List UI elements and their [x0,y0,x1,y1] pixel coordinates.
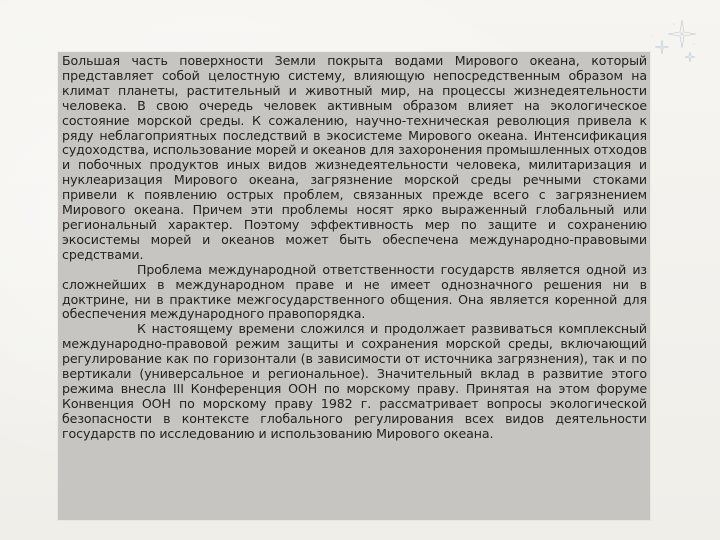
paragraph-2: Проблема международной ответственности государств является одной из сложнейших в международном праве и не имеет однозначного решения ни в доктрине, ни в практике межгосударственного общения. Она является коренной для обеспечения международного правопорядка. [62,261,647,322]
paragraph-3: К настоящему времени сложился и продолжает развиваться комплексный международно-правовой режим защиты и сохранения морской среды, включающий регулирование как по горизонтали (в зависимости от источника загрязнения), так и по вертикали (универсальное и региональное). Значительный вклад в развитие этого режима внесла III Конференция ООН по морскому праву. Принятая на этом форуме Конвенция ООН по морскому праву 1982 г. рассматривает вопросы экологической безопасности в контексте глобального регулирования всех видов деятельности государств по исследованию и использованию Мирового океана. [62,321,647,441]
main-text-box [58,52,650,520]
paragraph-1: Большая часть поверхности Земли покрыта водами Мирового океана, который представляет собой целостную систему, влияющую непосредственным образом на климат планеты, растительный и животный мир, на процессы жизнедеятельности человека. В свою очередь человек активным образом влияет на экологическое состояние морской среды. К сожалению, научно-техническая революция привела к ряду неблагоприятных последствий в экосистеме Мирового океана. Интенсификация судоходства, использование морей и океанов для захоронения промышленных отходов и побочных продуктов иных видов жизнедеятельности человека, милитаризация и нуклеаризация Мирового океана, загрязнение морской среды речными стоками привели к появлению острых проблем, связанных прежде всего с загрязнением Мирового океана. Причем эти проблемы носят ярко выраженный глобальный или региональный характер. Поэтому эффективность мер по защите и сохранению экосистемы морей и океанов может быть обеспечена международно-правовыми средствами. [62,53,647,262]
body-text [62,54,647,442]
